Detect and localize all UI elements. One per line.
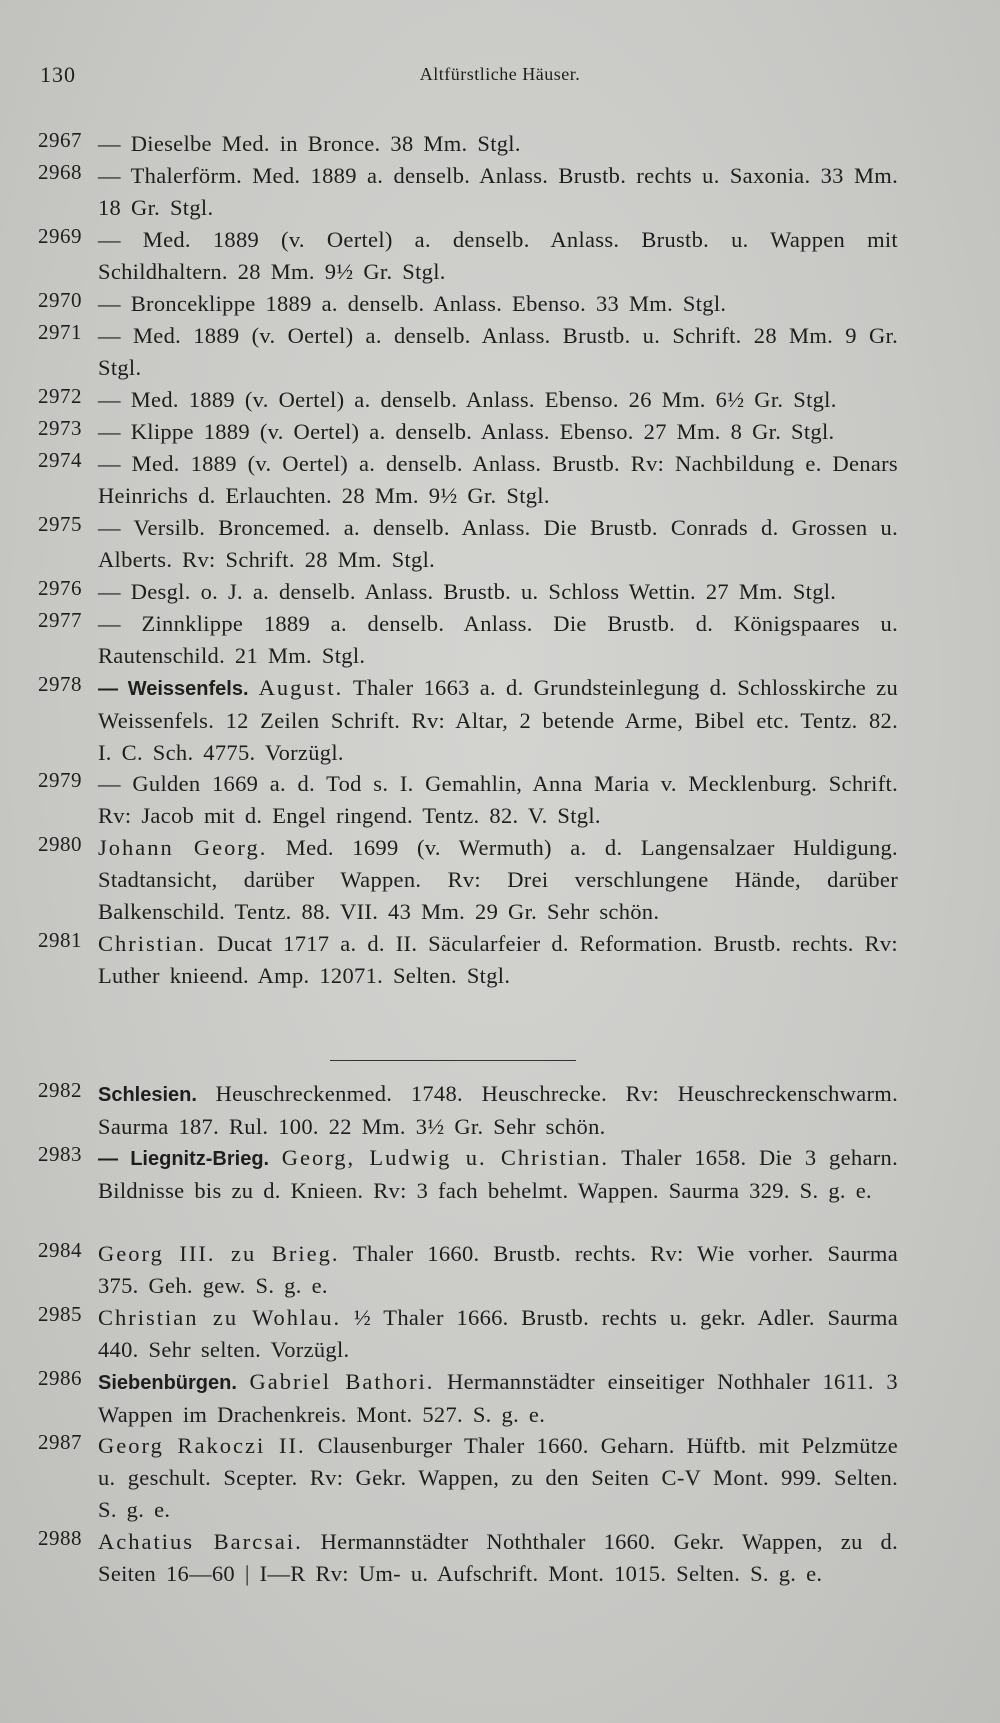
entry-text [237,1369,250,1394]
entry-text: — Med. 1889 (v. Oertel) a. denselb. Anlass. Brustb. Rv: Nachbildung e. Denars Heinrichs d. Erlauchten. 28 Mm. 9½ Gr. Stgl. [98,451,898,508]
entry-text: Thaler 1658. Die 3 geharn. Bildnisse bis zu d. Knieen. Rv: 3 fach behelmt. Wappen. Saurma 329. S. g. e. [98,1145,898,1203]
entry-number: 2978 [38,672,82,696]
entry-text: Hermannstädter einseitiger Nothhaler 1611. 3 Wappen im Drachenkreis. Mont. 527. S. g. e. [98,1369,898,1427]
entry-text: ½ Thaler 1666. Brustb. rechts u. gekr. Adler. Saurma 440. Sehr selten. Vorzügl. [98,1305,899,1362]
entry-number: 2986 [38,1366,82,1390]
catalog-entry [38,832,898,928]
entry-text: — Dieselbe Med. in Bronce. 38 Mm. Stgl. [98,131,521,156]
entry-text: — Gulden 1669 a. d. Tod s. I. Gemahlin, Anna Maria v. Mecklenburg. Schrift. Rv: Jacob mit d. Engel ringend. Tentz. 82. V. Stgl. [98,771,898,828]
ruler-name: Georg Rakoczi II. [98,1433,306,1458]
entry-description [98,1526,898,1590]
catalog-entry [38,1078,898,1143]
catalog-entry [38,1142,898,1207]
entry-text: Hermannstädter Noththaler 1660. Gekr. Wappen, zu d. Seiten 16—60 | I—R Rv: Um- u. Aufschrift. Mont. 1015. Selten. S. g. e. [98,1529,899,1586]
catalog-entry [38,224,898,288]
region-heading: Weissenfels. [127,678,249,700]
entry-description [98,1302,898,1366]
entry-description [98,1366,898,1431]
entry-description [98,416,898,448]
entry-description [98,1078,898,1143]
entry-description [98,608,898,672]
entry-text: — Med. 1889 (v. Oertel) a. denselb. Anlass. Brustb. u. Wappen mit Schildhaltern. 28 Mm. 9½ Gr. Stgl. [98,227,898,284]
catalog-entry [38,1366,898,1431]
entry-description [98,448,898,512]
ruler-name: Johann Georg. [98,835,268,860]
entry-number: 2972 [38,384,82,408]
ruler-name: Achatius Barcsai. [98,1529,303,1554]
entry-number: 2987 [38,1430,82,1454]
catalog-entry [38,288,898,320]
entry-number: 2977 [38,608,82,632]
entry-number: 2968 [38,160,82,184]
catalog-entry [38,1526,898,1590]
entry-text: — Med. 1889 (v. Oertel) a. denselb. Anlass. Brustb. u. Schrift. 28 Mm. 9 Gr. Stgl. [98,323,898,380]
page-header [40,62,960,92]
entry-text: — Versilb. Broncemed. a. denselb. Anlass. Die Brustb. Conrads d. Grossen u. Alberts. Rv: Schrift. 28 Mm. Stgl. [98,515,898,572]
entry-description [98,128,898,160]
ruler-name: Georg, Ludwig u. Christian. [281,1145,609,1170]
entry-text [249,675,259,700]
entry-text: — Klippe 1889 (v. Oertel) a. denselb. Anlass. Ebenso. 27 Mm. 8 Gr. Stgl. [98,419,835,444]
catalog-entry [38,1238,898,1302]
section-divider [330,1060,576,1061]
entry-description [98,576,898,608]
catalog-entry [38,576,898,608]
entry-number: 2969 [38,224,82,248]
entry-text: Ducat 1717 a. d. II. Säcularfeier d. Reformation. Brustb. rechts. Rv: Luther knieend. Amp. 12071. Selten. Stgl. [98,931,898,988]
entry-number: 2980 [38,832,82,856]
entry-number: 2970 [38,288,82,312]
entry-text: Thaler 1663 a. d. Grundsteinlegung d. Schlosskirche zu Weissenfels. 12 Zeilen Schrift. Rv: Altar, 2 betende Arme, Bibel etc. Tentz. 82. I. C. Sch. 4775. Vorzügl. [98,675,898,765]
entry-number: 2971 [38,320,82,344]
entry-text: Clausenburger Thaler 1660. Geharn. Hüftb. mit Pelzmütze u. geschult. Scepter. Rv: Gekr. Wappen, zu den Seiten C-V Mont. 999. Selten. S. g. e. [98,1433,898,1522]
catalog-entry [38,608,898,672]
entry-number: 2981 [38,928,82,952]
ruler-name: Gabriel Bathori. [249,1369,435,1394]
entry-description [98,320,898,384]
running-title: Altfürstliche Häuser. [419,64,581,84]
catalog-entry [38,384,898,416]
entry-description [98,224,898,288]
catalog-entry [38,416,898,448]
region-heading: — Liegnitz-Brieg. [98,1148,270,1170]
ruler-name: Georg III. zu Brieg. [98,1241,340,1266]
entry-description [98,384,898,416]
entry-number: 2979 [38,768,82,792]
entry-number: 2976 [38,576,82,600]
entry-description [98,1238,898,1302]
catalog-entry [38,448,898,512]
entry-text [269,1145,282,1170]
entry-description [98,928,898,992]
region-heading: — [98,678,128,700]
entry-text: — Thalerförm. Med. 1889 a. denselb. Anlass. Brustb. rechts u. Saxonia. 33 Mm. 18 Gr. Stgl. [98,163,898,220]
entry-number: 2984 [38,1238,82,1262]
entry-description [98,768,898,832]
entry-description [98,1430,898,1526]
entry-text: — Desgl. o. J. a. denselb. Anlass. Brustb. u. Schloss Wettin. 27 Mm. Stgl. [98,579,837,604]
entry-description [98,288,898,320]
entry-description [98,672,898,769]
region-heading: Siebenbürgen. [98,1372,237,1394]
region-heading: Schlesien. [98,1084,197,1106]
page-number: 130 [40,62,76,87]
catalog-entry [38,928,898,992]
entry-text: Heuschreckenmed. 1748. Heuschrecke. Rv: Heuschreckenschwarm. Saurma 187. Rul. 100. 22 Mm. 3½ Gr. Sehr schön. [98,1081,898,1139]
entry-text: — Zinnklippe 1889 a. denselb. Anlass. Die Brustb. d. Königspaares u. Rautenschild. 21 Mm. Stgl. [98,611,898,668]
entry-number: 2974 [38,448,82,472]
entry-number: 2975 [38,512,82,536]
catalog-entry [38,1430,898,1526]
entry-number: 2988 [38,1526,82,1550]
entry-text: Thaler 1660. Brustb. rechts. Rv: Wie vorher. Saurma 375. Geh. gew. S. g. e. [98,1241,898,1298]
ruler-name: August. [258,675,344,700]
ruler-name: Christian zu Wohlau. [98,1305,342,1330]
catalog-entry [38,512,898,576]
entry-number: 2982 [38,1078,82,1102]
entry-description [98,1142,898,1207]
entry-description [98,512,898,576]
catalog-entry [38,160,898,224]
catalog-entry [38,672,898,769]
entry-description [98,160,898,224]
ruler-name: Christian. [98,931,207,956]
catalog-entry [38,128,898,160]
entry-number: 2983 [38,1142,82,1166]
entry-number: 2973 [38,416,82,440]
entry-text: — Med. 1889 (v. Oertel) a. denselb. Anlass. Ebenso. 26 Mm. 6½ Gr. Stgl. [98,387,837,412]
entry-text: Med. 1699 (v. Wermuth) a. d. Langensalzaer Huldigung. Stadtansicht, darüber Wappen. Rv: Drei verschlungene Hände, darüber Balkenschild. Tentz. 88. VII. 43 Mm. 29 Gr. Sehr schön. [98,835,898,924]
catalog-entry [38,1302,898,1366]
catalog-entry [38,320,898,384]
entry-text: — Bronceklippe 1889 a. denselb. Anlass. Ebenso. 33 Mm. Stgl. [98,291,727,316]
entry-number: 2985 [38,1302,82,1326]
entry-number: 2967 [38,128,82,152]
entry-description [98,832,898,928]
catalog-entry [38,768,898,832]
